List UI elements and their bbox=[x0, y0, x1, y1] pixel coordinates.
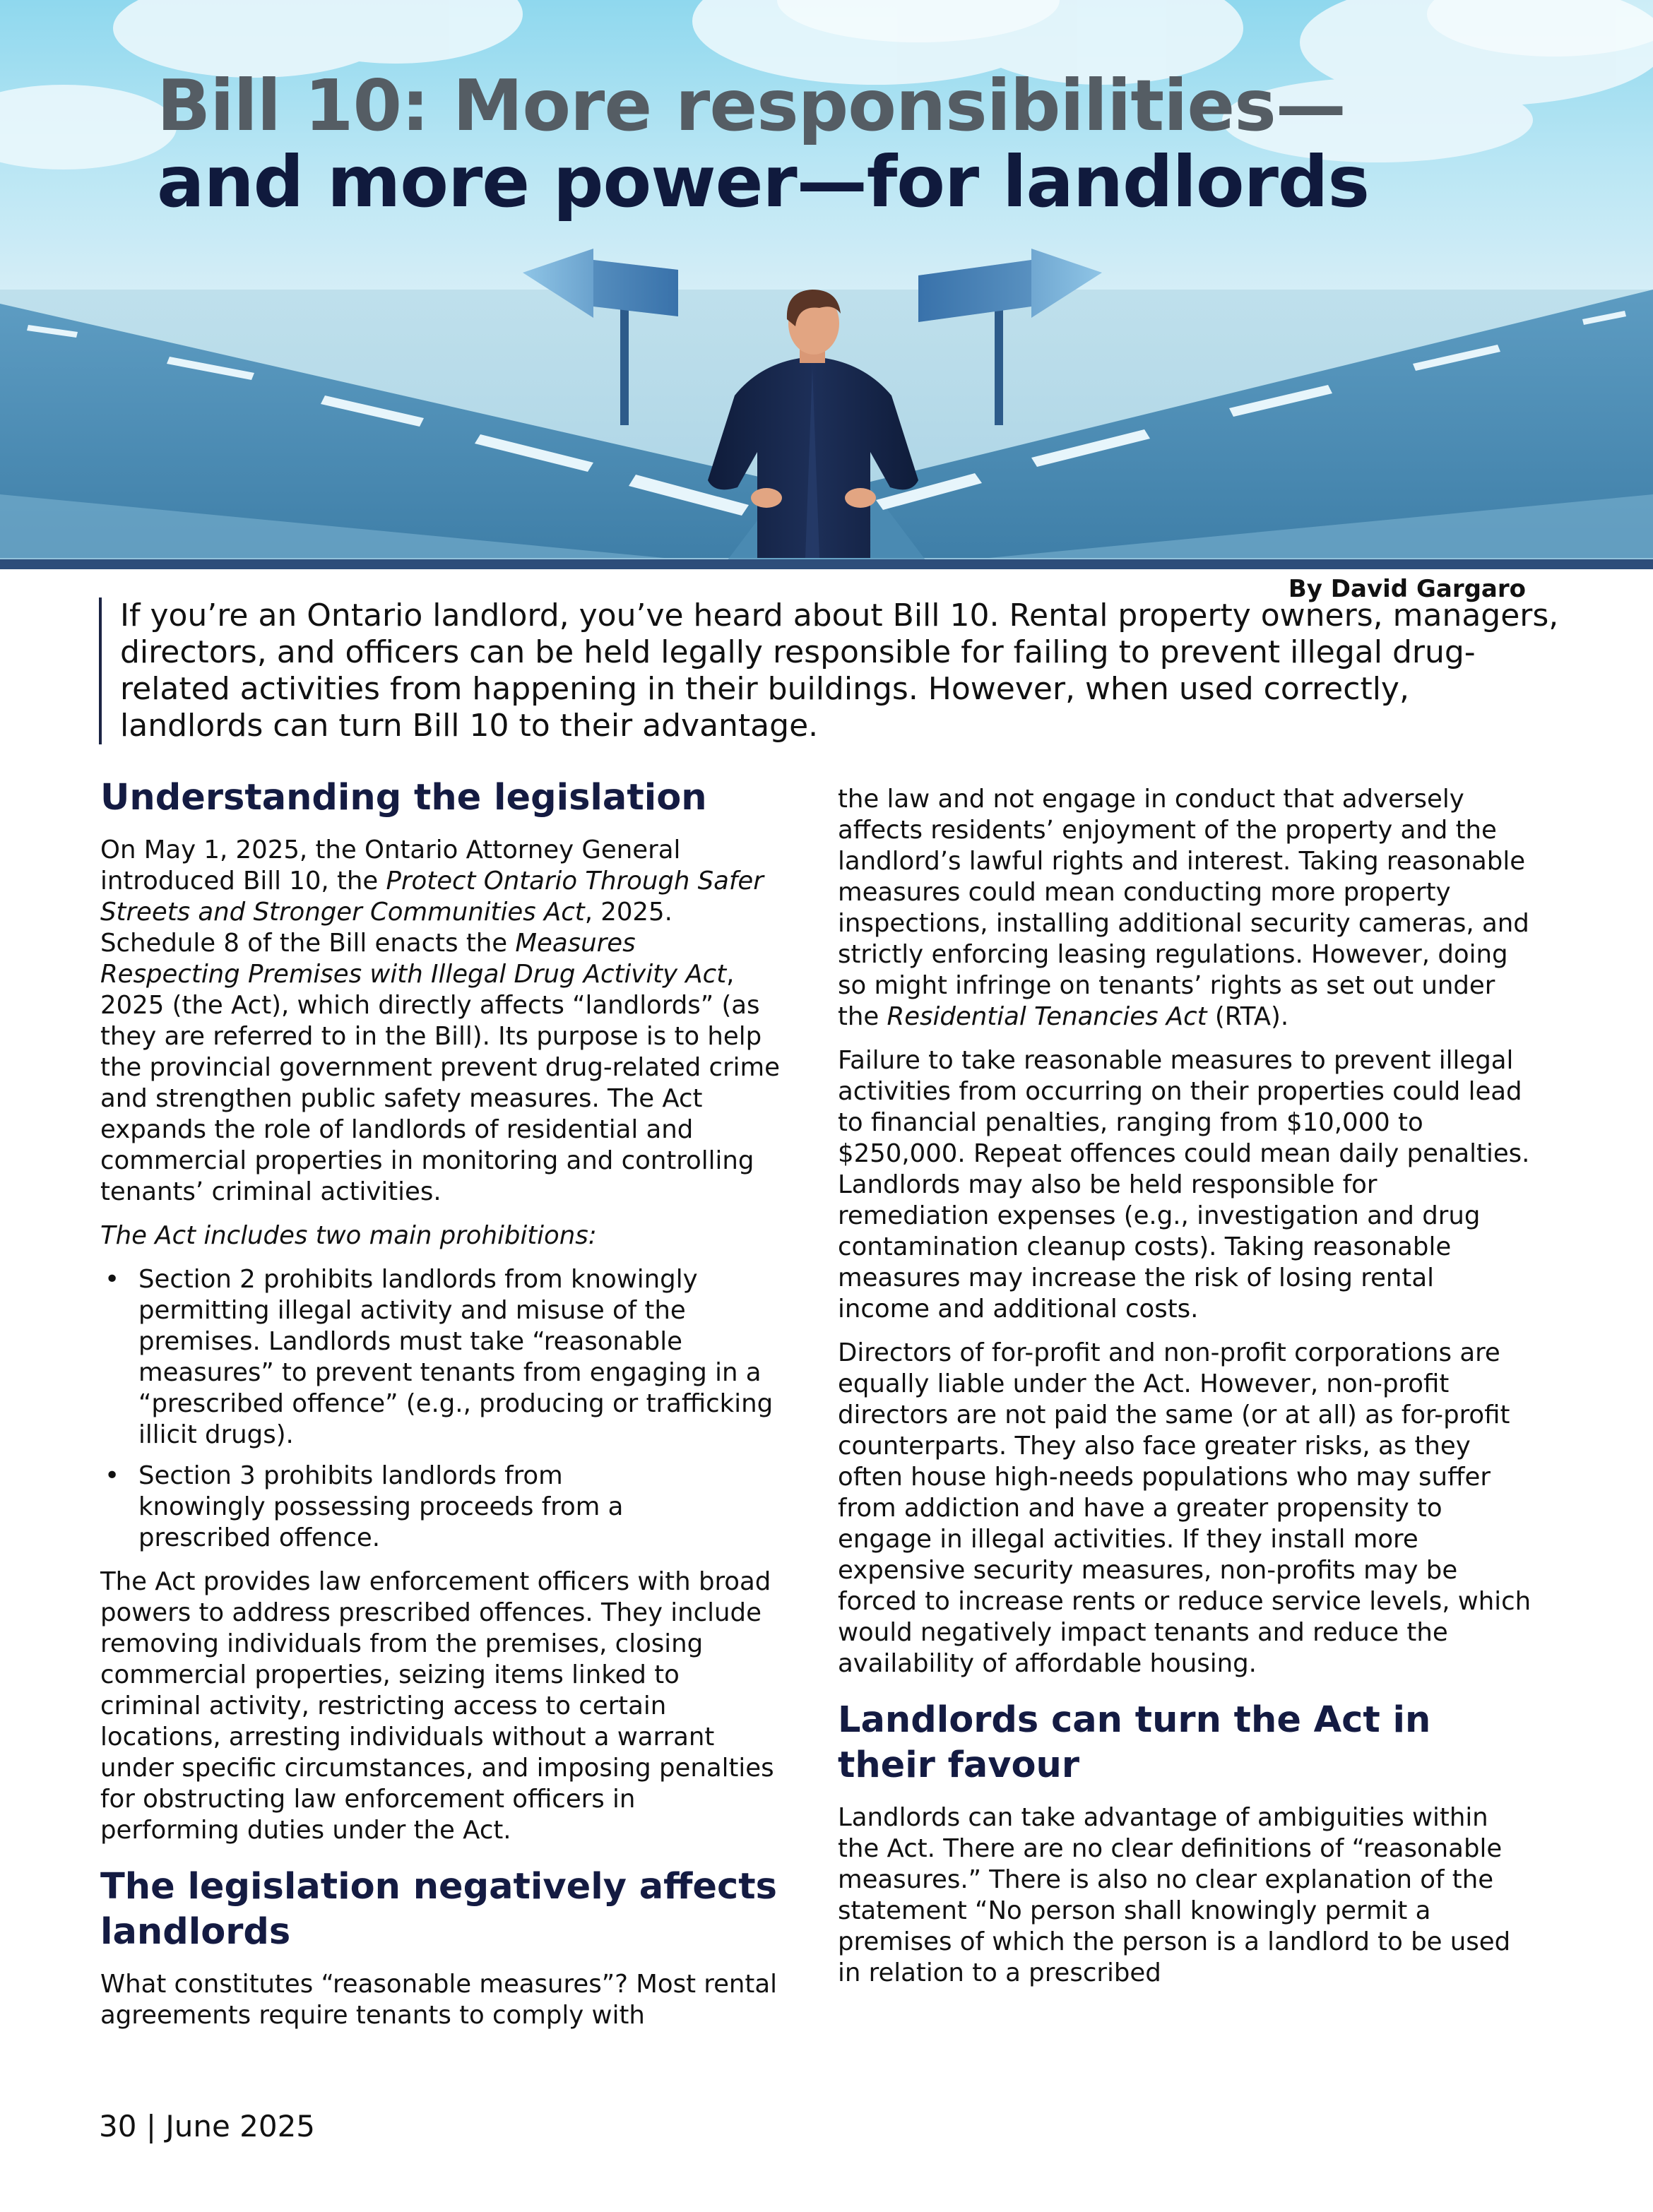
paragraph: Landlords can take advantage of ambiguities within the Act. There are no clear definitions of “reasonable measures.” There is also no clear explanation of the statement “No person shall knowingly permit a premises of which the person is a landlord to be used in relation to a prescribed bbox=[838, 1803, 1511, 1987]
footer-separator: | bbox=[146, 2109, 156, 2143]
paragraph: What constitutes “reasonable measures”? Most rental agreements require tenants to comply with bbox=[100, 1970, 777, 2030]
section-heading-understanding: Understanding the legislation bbox=[100, 777, 707, 819]
paragraph bbox=[100, 835, 780, 1208]
text-run: On May 1, 2025, the Ontario Attorney General introduced Bill 10, the bbox=[100, 836, 681, 896]
prohibitions-list bbox=[100, 1264, 780, 1554]
text-run: , 2025. Schedule 8 of the Bill enacts the bbox=[100, 898, 673, 958]
issue-date: June 2025 bbox=[165, 2109, 316, 2143]
text-run: (RTA). bbox=[1207, 1002, 1289, 1031]
text-run: the law and not engage in conduct that adversely affects residents’ enjoyment of the property and the landlord’s lawful rights and interest. Taking reasonable measures could mean conducting more property inspections, installing additional security cameras, and strictly enforcing leasing regulations. However, doing so might infringe on tenants’ rights as set out under the bbox=[838, 785, 1529, 1031]
text-run: , 2025 (the Act), which directly affects “landlords” (as they are referred to in the Bill). Its purpose is to help the provincial government prevent drug-related crime and strengthen public safety measures. The Act expands the role of landlords of residential and commercial properties in monitoring and controlling tenants’ criminal activities. bbox=[100, 960, 780, 1206]
page-number: 30 bbox=[99, 2109, 137, 2143]
section-heading-negative-effects: The legislation negatively affects landlords bbox=[100, 1866, 777, 1953]
page-footer bbox=[99, 2109, 315, 2143]
prohibitions-intro: The Act includes two main prohibitions: bbox=[100, 1221, 597, 1250]
intro-standfirst bbox=[99, 597, 1561, 744]
title-line-1: Bill 10: More responsibilities— bbox=[157, 64, 1346, 147]
act-name: Protect Ontario Through Safer Streets and Stronger Communities Act bbox=[100, 867, 764, 927]
intro-text: If you’re an Ontario landlord, you’ve heard about Bill 10. Rental property owners, managers, directors, and officers can be held legally responsible for failing to prevent illegal drug-related activities from happening in their buildings. However, when used correctly, landlords can turn Bill 10 to their advantage. bbox=[120, 597, 1559, 744]
section-heading-turn-act: Landlords can turn the Act in their favour bbox=[838, 1699, 1431, 1786]
paragraph: Failure to take reasonable measures to prevent illegal activities from occurring on their properties could lead to financial penalties, ranging from $10,000 to $250,000. Repeat offences could mean daily penalties. Landlords may also be held responsible for remediation expenses (e.g., investigation and drug contamination cleanup costs). Taking reasonable measures may increase the risk of losing rental income and additional costs. bbox=[838, 1046, 1530, 1324]
right-column bbox=[838, 784, 1533, 2002]
paragraph: Directors of for-profit and non-profit corporations are equally liable under the Act. However, non-profit directors are not paid the same (or at all) as for-profit counterparts. They also face greater risks, as they often house high-needs populations who may suffer from addiction and have a greater propensity to engage in illegal activities. If they install more expensive security measures, non-profits may be forced to increase rents or reduce service levels, which would negatively impact tenants and reduce the availability of affordable housing. bbox=[838, 1338, 1531, 1678]
paragraph bbox=[838, 784, 1533, 1033]
title-line-2: and more power—for landlords bbox=[157, 141, 1369, 223]
paragraph: The Act provides law enforcement officers with broad powers to address prescribed offences. They include removing individuals from the premises, closing commercial properties, seizing items linked to criminal activity, restricting access to certain locations, arresting individuals without a warrant under specific circumstances, and imposing penalties for obstructing law enforcement officers in performing duties under the Act. bbox=[100, 1567, 774, 1845]
list-item: • Section 2 prohibits landlords from knowingly permitting illegal activity and misuse of the premises. Landlords must take “reasonable measures” to prevent tenants from engaging in a “prescribed offence” (e.g., producing or trafficking illicit drugs). bbox=[100, 1264, 780, 1451]
article-title bbox=[157, 64, 1369, 223]
left-column bbox=[100, 775, 780, 2044]
author-byline: By David Gargaro bbox=[1288, 575, 1526, 603]
hero-illustration bbox=[0, 0, 1653, 569]
act-name: Residential Tenancies Act bbox=[887, 1002, 1207, 1031]
list-item: • Section 3 prohibits landlords from knowingly possessing proceeds from a prescribed offence. bbox=[100, 1461, 780, 1554]
act-name: Measures Respecting Premises with Illegal Drug Activity Act bbox=[100, 929, 727, 989]
